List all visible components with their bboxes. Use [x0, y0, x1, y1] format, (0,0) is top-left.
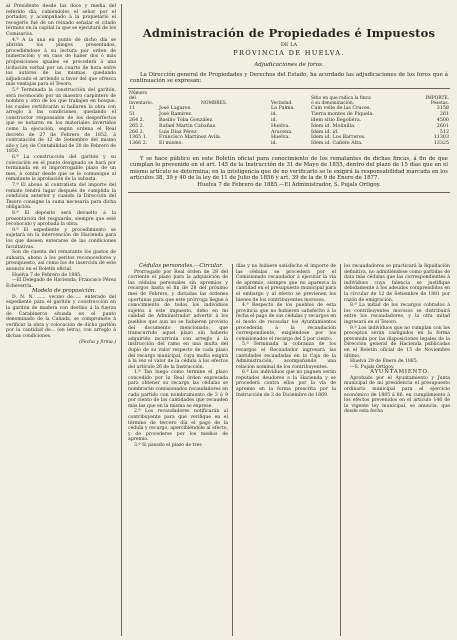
cont-p1: días y no hubiere satisfecho el importe de las cédulas se procederá por el Comisionado recaudador á ejecutar la vía de apremio, siempre que no aparezca la cantidad en el presupuesto municipal para el embargo y al efecto se previenen los bienes de los contribuyentes morosos. — [236, 264, 336, 303]
header-site: Sitio en que radica la finca ó su denominación. — [311, 96, 371, 107]
intro-paragraph: La Dirección general de Propiedades y Derechos del Estado, ha acordado las adjudicaciones de los foros que á continuación se expresan: — [130, 72, 448, 85]
row-name: Luis Díaz Pérez — [159, 129, 197, 135]
row-number: 1366 2. — [129, 141, 148, 147]
table-top-rule — [128, 88, 450, 89]
column-rule-3 — [340, 264, 341, 636]
model-text: D. N. N. ...... vecino de...... enterado del expediente para el garitón y construcción en la garitón de madera con destino á la fuerza de Carabineros situada en el punto denominado de la Cañada, se compromete á verificar la obra y colocación de dicho garitón por la cantidad de... (en letra), con arreglo á dichas condiciones. — [6, 294, 116, 340]
model-signature: (Fecha y firma.) — [79, 339, 116, 345]
row-site: Ídem id. Molinilla. — [311, 123, 356, 129]
row-amount: 2601 — [436, 123, 449, 129]
main-notice — [128, 4, 450, 193]
row-vecindad: Aracena. — [271, 129, 293, 135]
condition-4: 4.ª A la una en punto de dicho día se abrirán los pliegos presentados, procediéndose á su lectura por orden de numeración; y en caso de haber dos ó más proposiciones iguales se procederá á una licitación verbal por un cuarto de hora entre los autores de las mismas, quedando adjudicado el arriendo a favor del que ofrezca más ventajas para el Tesoro. — [6, 37, 116, 88]
row-name: Basilio Toba González. — [159, 118, 214, 124]
table-row — [128, 141, 450, 147]
row-name: Francisco Martínez Avila. — [159, 135, 222, 141]
table-bottom-rule — [128, 149, 450, 150]
left-top-text: al Presidente desde las doce y media del referido día, cabiéndoles el señor por el portador, y acompañado á la propietario el recogerlo fué de un reinado señalar el citado término en la capital la que se ejecutará de los Comisarios. — [6, 4, 116, 37]
left-date: Huelva 7 de Febrero de 1885. — [12, 272, 82, 278]
row-vecindad: id. — [271, 141, 278, 147]
condition-9: 9.ª El expediente y procedimiento se sujetará en la intervención de Hacienda para los que deseen enterarse de las condiciones facultativas. — [6, 227, 116, 250]
condition-7: 7.ª El abono al contratista del importe del remate tendrá lugar después de cumplida la condición anterior y cuando la Dirección del Tesoro consigne la suma necesaria para dicha obligación. — [6, 183, 116, 211]
column-rule-1 — [121, 4, 122, 636]
row-site: Ídem id. Los Barreros. — [311, 135, 366, 141]
row-vecindad: La Palma. — [271, 106, 295, 112]
row-site: Cam velle de las Cruces. — [311, 106, 371, 112]
header-vecindad: Vecindad. — [271, 101, 293, 107]
section-title: Adjudicaciones de foros. — [254, 62, 324, 68]
condition-8: 8.ª El depósito será devuelto á la presentación del resguardo, siempre que esté reconocido y aprobada la obra. — [6, 210, 116, 228]
ayuntamiento-heading: AYUNTAMIENTO. — [370, 369, 430, 376]
right-p1: los recaudadores se practicará la liquidación definitiva, no admitiéndose como partidas de data más cédulas que las correspondientes á individuos cuya falencia se justifique debidamente á los adeudos comprendidos en la circular de 12 de Setiembre de 1881 por razón de emigración. — [344, 264, 450, 303]
column-right — [344, 264, 450, 415]
row-name: Rafael Martín Cabañas. — [159, 123, 217, 129]
row-number: 1365 1. — [129, 135, 148, 141]
publication-notice: Y se hace público en este Boletín oficial para conocimiento de los rematantes de dichas fincas, á fin de que cumplan lo prevenido en el art. 145 de la Instrucción de 31 de Mayo de 1855, dentro del plazo de 15 días que en el mismo artículo se determina; en la inteligencia que de no verificarlo se le exigirá la responsabilidad marcada en los artículos 38, 39 y 40 de la ley de 11 de Julio de 1856 y art. 39 de la de 9 de Enero de 1877. — [130, 156, 448, 182]
left-signature: —El Delegado de Hacienda, Francisco Pérez Echeverría. — [6, 278, 116, 289]
cedulas-p3: 2.ª Los recaudadores notificarán al contribuyente para que verifique en el término de tercero día el pago de la cédula y recargo, apercibiéndole al efecto, y de procederse por los medios de apremio. — [128, 409, 228, 443]
row-number: 264 2. — [129, 118, 145, 124]
row-site: Tierra montes de Piquela. — [311, 112, 374, 118]
header-names: NOMBRES. — [201, 101, 227, 107]
section-divider — [128, 192, 450, 193]
cont-p2: 4.ª Respecto de los pueblos de esta provincia que no hubieren satisfecho á la fecha el pago de sus cédulas y recargos en el modo de recaudar los Ayuntamientos procederán á la recaudación correspondiente, exigiéndose por los comisionados el recargo del 5 por ciento. — [236, 303, 336, 342]
row-vecindad: Huelva. — [271, 135, 290, 141]
right-p3: 9.ª Los individuos que no cumplan con los preceptos serán castigados en la forma prevenida por las disposiciones legales de la Dirección general de Hacienda publicadas en el Boletín oficial de 15 de Noviembre último. — [344, 325, 450, 359]
page-title: Administración de Propiedades é Impuestos — [142, 26, 436, 40]
cedulas-p1: Prorrogado por Real órden de 28 del corriente el plazo para la adquisición de las cédulas personales sin apremios y recargos hasta el fin de 28 del próximo mes de Febrero, y dictadas las órdenes oportunas para que este prórroga llegue á conocimiento de todos los individuos sujetos á este impuesto, debo en mi calidad de Administrador advertir á los pueblos que aun no se hubieren provisto del documento mencionado, que transcurrido aquel plazo sin haberlo adquirido incurrirán con arreglo á la instrucción del ramo en una multa del duplo de su valor respecto de cada plazo del recargo municipal, cuya multa exigirá á la vez el valor de la cédula á los efectos del artículo 26 de la Instrucción. — [128, 269, 228, 370]
cedulas-p4: 3.ª Si pasado el plazo de tres — [134, 443, 202, 448]
title-de-la: DE LA — [280, 42, 298, 48]
column-rule-2 — [232, 264, 233, 636]
row-vecindad: id. — [271, 112, 278, 118]
row-number: 266 2. — [129, 129, 145, 135]
table-header-row — [128, 91, 450, 107]
condition-5: 5.ª Terminada la construcción del garitón, será reconocido por un maestro carpintero de nombre y otro de los que trabajen en bosque, los cuales certificarán si hallaren la obra con arreglo á las condiciones, quedando el constructor responsable de los desperfectos que se notaren en los materiales invertidos como la ejecución, según ordena el Real decreto de 27 de Febrero de 1852, á contratación de 12 de Setiembre del mismo año y Ley de Contabilidad de 20 de Febrero de 1850. — [6, 87, 116, 155]
row-site: Ídem id. Cañete Alta. — [311, 141, 363, 147]
row-name: José Ramírez. — [159, 112, 193, 118]
column-cedulas-cont — [236, 264, 336, 398]
cont-p4: 6.ª Los individuos que no paguen serán reputados deudores a la Hacienda y se procederá contra ellos por la vía de apremio en la forma prescrita por la Instrucción de 3 de Diciembre de 1869. — [236, 370, 336, 398]
row-vecindad: id. — [271, 118, 278, 124]
row-number: 265 2. — [129, 123, 145, 129]
right-signature: —S. Pujals Ortigoy. — [350, 364, 395, 370]
header-amount: IMPORTE. Pesetas. — [425, 96, 449, 107]
row-amount: 261 — [439, 112, 449, 118]
condition-6: 6.ª La construcción del garitón y su colocación en el punto designado se hará por terminada en el improrrogable plazo de un mes, á contar desde que se le comunique al rematante la aprobación de la subasta. — [6, 155, 116, 183]
row-site: Ídem id. id. — [311, 129, 339, 135]
column-cedulas — [128, 264, 228, 449]
model-title: Modelo de proposición. — [31, 288, 97, 295]
foros-table — [128, 91, 450, 147]
row-site: ídem sitio Ilegoliéra. — [311, 118, 362, 124]
administrator-signature: Huelva 7 de Febrero de 1885.—El Administrador, S. Pujals Ortigoy. — [197, 181, 381, 188]
row-name: José Lagares. — [159, 106, 192, 112]
right-p2: 8.ª La mitad de los recargos cobrados á los contribuyentes morosos se distribuirá entre los recaudadores, y la otra mitad ingresará en el Tesoro. — [344, 303, 450, 325]
row-number: 11 — [129, 106, 136, 112]
cont-p3: 5.ª Terminada la cobranza de los recargos el Recaudador ingresará las cantidades recaudadas en la Caja de la Administración, acompañando una relación nominal de los contribuyentes. — [236, 342, 336, 370]
row-amount: 11303 — [433, 135, 449, 141]
left-column — [6, 4, 116, 345]
row-amount: 4500 — [436, 118, 449, 124]
cedulas-heading: Cédulas personales.—Circular. — [139, 263, 223, 269]
row-name: El mismo. — [159, 141, 183, 147]
header-number: Número del inventario. — [129, 90, 153, 107]
condition-costs: Son de cuenta del rematante los gastos de subasta, abono á los peritos reconocedores y presupuesto, así como los de inserción de este anuncio en el Boletín oficial. — [6, 250, 116, 272]
row-amount: 13325 — [433, 141, 449, 147]
ayuntamiento-text: Aprobado por el Ayuntamiento y Junta municipal de mi presidencia el presupuesto ordinario municipal para el ejercicio económico de 1885 á 86, en cumplimiento á los efectos prevenidos en el artículo 146 de la vigente ley municipal, se anuncia, que desde esta fecha — [344, 375, 450, 415]
row-vecindad: Huelva. — [271, 123, 290, 129]
row-number: 51 — [129, 112, 136, 118]
cedulas-p2: 1.ª Tan luego como termine el plazo concedido por la Real órden expresada para obtener su recargo las cédulas se nombrarán comisionados recaudadores en cada partido con nombramiento de 3 ú 9 por ciento de las cantidades que recauden más las que en la misma se exprese. — [128, 370, 228, 409]
row-amount: 512 — [439, 129, 449, 135]
right-date: Huelva 29 de Enero de 1885. — [350, 359, 419, 365]
row-amount: 3158 — [436, 106, 449, 112]
province-title: PROVINCIA DE HUELVA. — [233, 49, 345, 57]
